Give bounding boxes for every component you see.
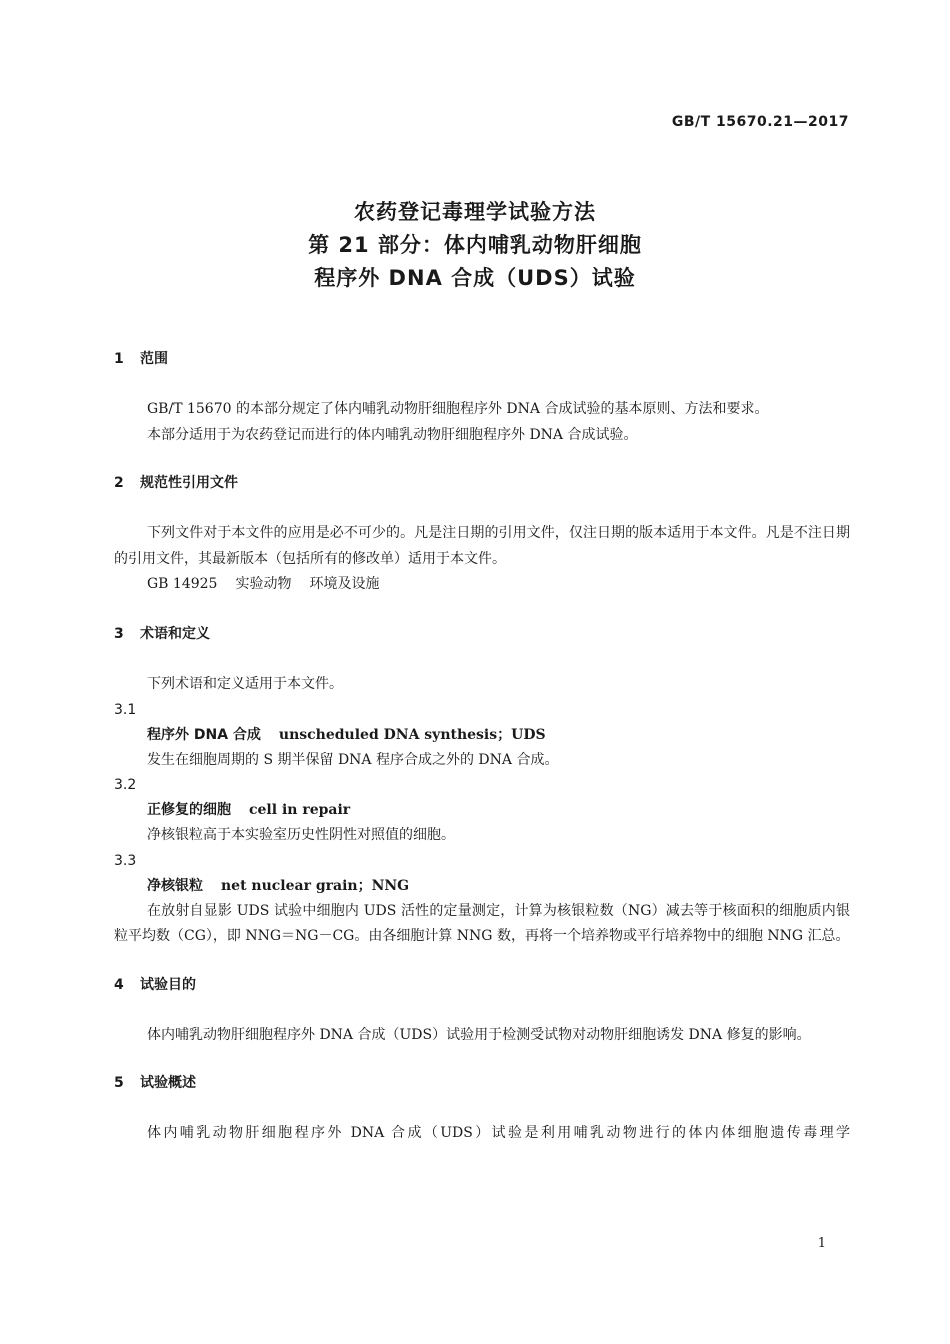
reference-title-b: 环境及设施 [309, 576, 380, 592]
term-3-2-name [114, 798, 850, 823]
term-chinese: 净核银粒 [147, 877, 203, 894]
section-title: 试验目的 [140, 976, 196, 993]
section-number: 2 [114, 475, 124, 491]
reference-title-a: 实验动物 [235, 576, 292, 592]
section-3-intro: 下列术语和定义适用于本文件。 [147, 676, 343, 692]
section-title: 规范性引用文件 [140, 475, 238, 491]
term-english: cell in repair [249, 802, 351, 818]
section-number: 1 [114, 351, 124, 367]
term-3-3-definition: 在放射自显影 UDS 试验中细胞内 UDS 活性的定量测定，计算为核银粒数（NG）减去等于核面积的细胞质内银粒平均数（CG），即 NNG＝NG－CG。由各细胞计算 NNG 数，再将一个培养物或平行培养物中的细胞 NNG 汇总。 [114, 902, 850, 944]
section-5-paragraph-1: 体内哺乳动物肝细胞程序外 DNA 合成（UDS）试验是利用哺乳动物进行的体内体细胞遗传毒理学 [147, 1125, 850, 1141]
section-4-heading [114, 974, 850, 996]
term-3-2-number: 3.2 [114, 777, 137, 793]
term-chinese: 正修复的细胞 [147, 802, 231, 818]
term-chinese: 程序外 DNA 合成 [147, 726, 261, 743]
section-title: 范围 [140, 351, 168, 367]
section-1-paragraph-2: 本部分适用于为农药登记而进行的体内哺乳动物肝细胞程序外 DNA 合成试验。 [147, 426, 638, 443]
document-body [114, 348, 850, 1147]
section-number: 3 [114, 626, 124, 642]
document-title [0, 196, 950, 295]
title-line-2: 第 21 部分：体内哺乳动物肝细胞 [308, 233, 642, 257]
term-3-1-definition: 发生在细胞周期的 S 期半保留 DNA 程序合成之外的 DNA 合成。 [147, 751, 559, 768]
section-5-heading [114, 1072, 850, 1094]
reference-code: GB 14925 [147, 576, 218, 592]
title-line-3: 程序外 DNA 合成（UDS）试验 [314, 266, 636, 290]
title-line-1: 农药登记毒理学试验方法 [354, 200, 596, 224]
term-english: unscheduled DNA synthesis；UDS [278, 726, 546, 743]
term-3-1-number: 3.1 [114, 701, 137, 718]
section-title: 术语和定义 [140, 626, 210, 642]
term-3-3-name [114, 874, 850, 899]
section-1-heading [114, 348, 850, 370]
section-1-paragraph-1: GB/T 15670 的本部分规定了体内哺乳动物肝细胞程序外 DNA 合成试验的基本原则、方法和要求。 [147, 401, 769, 417]
term-3-3-number: 3.3 [114, 852, 137, 869]
section-number: 5 [114, 1075, 124, 1091]
section-number: 4 [114, 976, 124, 993]
term-english: net nuclear grain；NNG [221, 877, 410, 894]
section-3-heading [114, 623, 850, 645]
page-number: 1 [817, 1236, 826, 1251]
term-3-1-name [114, 723, 850, 748]
section-2-heading [114, 472, 850, 494]
normative-reference [114, 572, 850, 597]
term-3-2-definition: 净核银粒高于本实验室历史性阴性对照值的细胞。 [147, 827, 455, 843]
standard-code: GB/T 15670.21—2017 [671, 114, 849, 130]
section-4-paragraph-1: 体内哺乳动物肝细胞程序外 DNA 合成（UDS）试验用于检测受试物对动物肝细胞诱发 DNA 修复的影响。 [147, 1026, 811, 1043]
section-title: 试验概述 [140, 1075, 196, 1091]
section-2-paragraph-1: 下列文件对于本文件的应用是必不可少的。凡是注日期的引用文件，仅注日期的版本适用于本文件。凡是不注日期的引用文件，其最新版本（包括所有的修改单）适用于本文件。 [114, 525, 850, 567]
